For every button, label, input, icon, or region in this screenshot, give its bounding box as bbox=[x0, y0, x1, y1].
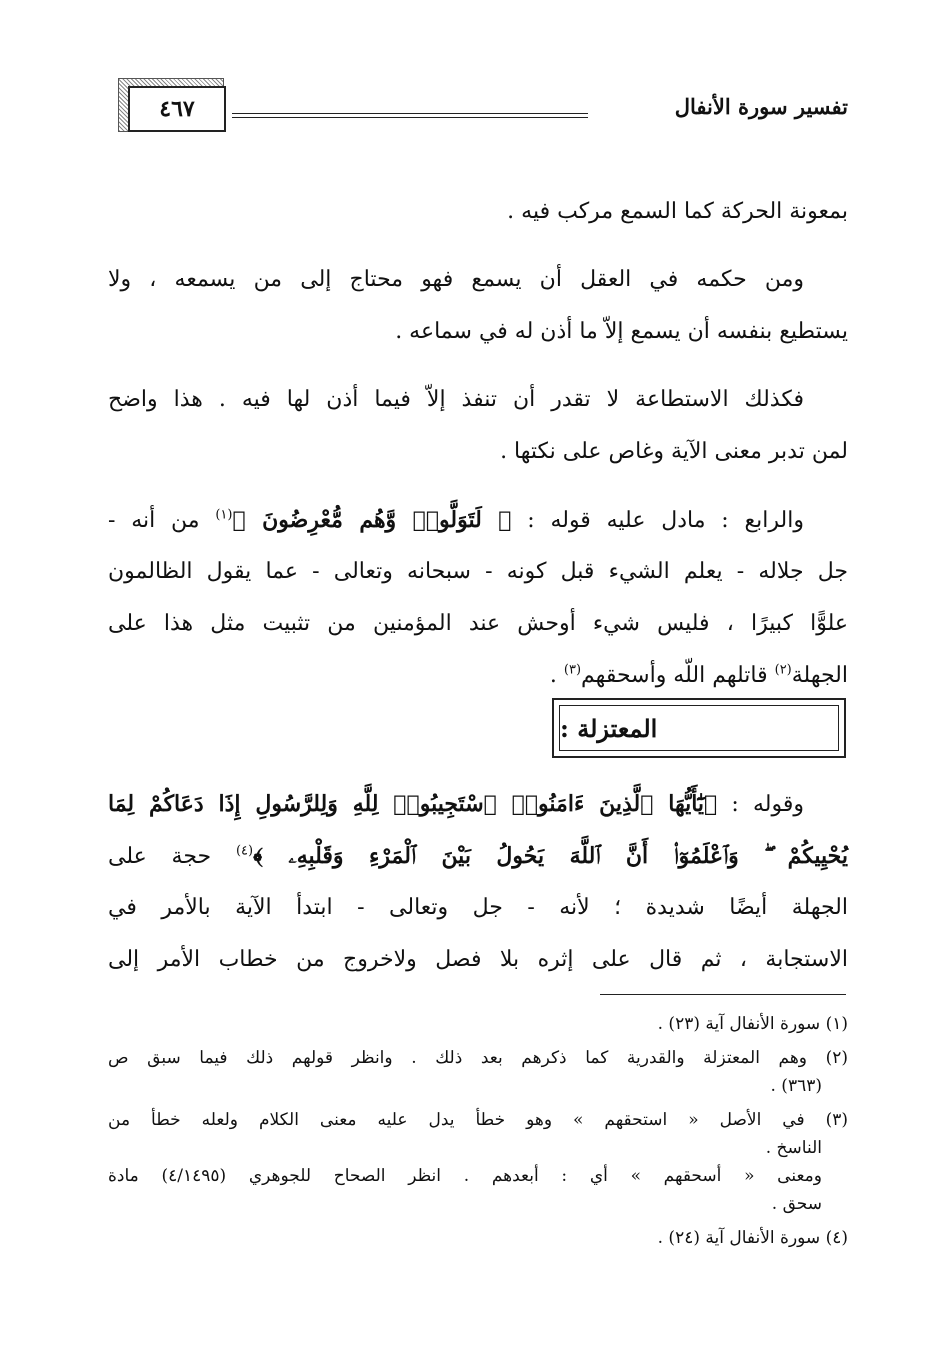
section-heading-frame bbox=[559, 705, 839, 751]
footnote-1: (١) سورة الأنفال آية (٢٣) . bbox=[657, 1014, 848, 1034]
footnote-3-continued: سحق . bbox=[771, 1194, 822, 1214]
header-rule bbox=[232, 117, 588, 118]
quran-verse: يُحْيِيكُمْ ۖ وَٱعْلَمُوٓا۟ أَنَّ ٱللَّهَ يَحُولُ بَيْنَ ٱلْمَرْءِ وَقَلْبِهِۦ ﴾ bbox=[253, 843, 848, 869]
paragraph-line: يستطيع بنفسه أن يسمع إلاّ ما أذن له في سماعه . bbox=[395, 319, 848, 344]
paragraph-line: فكذلك الاستطاعة لا تقدر أن تنفذ إلاّ فيما أذن لها فيه . هذا واضح bbox=[108, 387, 804, 412]
paragraph-line: الاستجابة ، ثم قال على إثره بلا فصل ولاخروج من خطاب الأمر إلى bbox=[108, 947, 848, 972]
header-rule bbox=[232, 113, 588, 114]
body-text-continued bbox=[108, 778, 848, 986]
text-segment: وقوله : bbox=[731, 792, 804, 817]
paragraph-line: جل جلاله - يعلم الشيء قبل كونه - سبحانه وتعالى - عما يقول الظالمون bbox=[108, 559, 848, 584]
section-heading-box bbox=[552, 698, 846, 758]
footnote-ref[interactable]: (٤) bbox=[235, 843, 254, 859]
text-segment: حجة على bbox=[108, 844, 212, 869]
text-segment: والرابع : مادل عليه قوله : bbox=[527, 508, 804, 533]
text-segment: من أنه - bbox=[108, 508, 200, 533]
paragraph-line: ومن حكمه في العقل أن يسمع فهو محتاج إلى من يسمعه ، ولا bbox=[108, 267, 804, 292]
text-segment: قاتلهم اللّه وأسحقهم bbox=[581, 663, 768, 688]
text-segment: . bbox=[549, 663, 557, 688]
quran-verse: ﴿ لَتَوَلَّوا۟ وَّهُم مُّعْرِضُونَ ﴾ bbox=[232, 507, 512, 533]
footnote-3: (٣) في الأصل « استحقهم » وهو خطأ يدل عليه معنى الكلام ولعله خطأ من bbox=[108, 1110, 848, 1130]
paragraph-line: لمن تدبر معنى الآية وغاص على نكتها . bbox=[500, 439, 848, 464]
paragraph-line: بمعونة الحركة كما السمع مركب فيه . bbox=[507, 199, 848, 224]
paragraph-line: الجهلة أيضًا شديدة ؛ لأنه - جل وتعالى - ابتدأ الآية بالأمر في bbox=[108, 895, 848, 920]
footnotes bbox=[108, 1010, 848, 1252]
page-number: ٤٦٧ bbox=[128, 86, 226, 132]
paragraph-line bbox=[108, 778, 848, 830]
paragraph-line bbox=[108, 494, 848, 546]
running-header-title: تفسير سورة الأنفال bbox=[674, 94, 848, 119]
text-segment: الجهلة bbox=[791, 663, 848, 688]
paragraph-line bbox=[108, 650, 848, 702]
footnote-2-continued: (٣٦٣) . bbox=[770, 1076, 822, 1096]
body-text bbox=[108, 186, 848, 702]
footnote-ref[interactable]: (٣) bbox=[563, 662, 582, 678]
footnote-3-continued: ومعنى « أسحقهم » أي : أبعدهم . انظر الصحاح للجوهري (٤/١٤٩٥) مادة bbox=[108, 1166, 822, 1186]
paragraph-line: علوًّا كبيرًا ، فليس شيء أوحش عند المؤمنين من تثبيت مثل هذا على bbox=[108, 611, 848, 636]
section-heading: المعتزلة : bbox=[560, 713, 658, 743]
quran-verse: ﴿يَٰٓأَيُّهَا ٱلَّذِينَ ءَامَنُوا۟ ٱسْتَجِيبُوا۟ لِلَّهِ وَلِلرَّسُولِ إِذَا دَعَاكُمْ لِمَا bbox=[108, 791, 718, 817]
footnote-3-continued: الناسخ . bbox=[765, 1138, 822, 1158]
paragraph-line bbox=[108, 830, 848, 882]
footnote-4: (٤) سورة الأنفال آية (٢٤) . bbox=[657, 1228, 848, 1248]
footnote-ref[interactable]: (٢) bbox=[774, 662, 792, 678]
footnote-2: (٢) وهم المعتزلة والقدرية كما ذكرهم بعد ذلك . وانظر قولهم ذلك فيما سبق ص bbox=[108, 1048, 848, 1068]
footnote-separator bbox=[600, 994, 846, 995]
footnote-ref[interactable]: (١) bbox=[215, 507, 233, 523]
